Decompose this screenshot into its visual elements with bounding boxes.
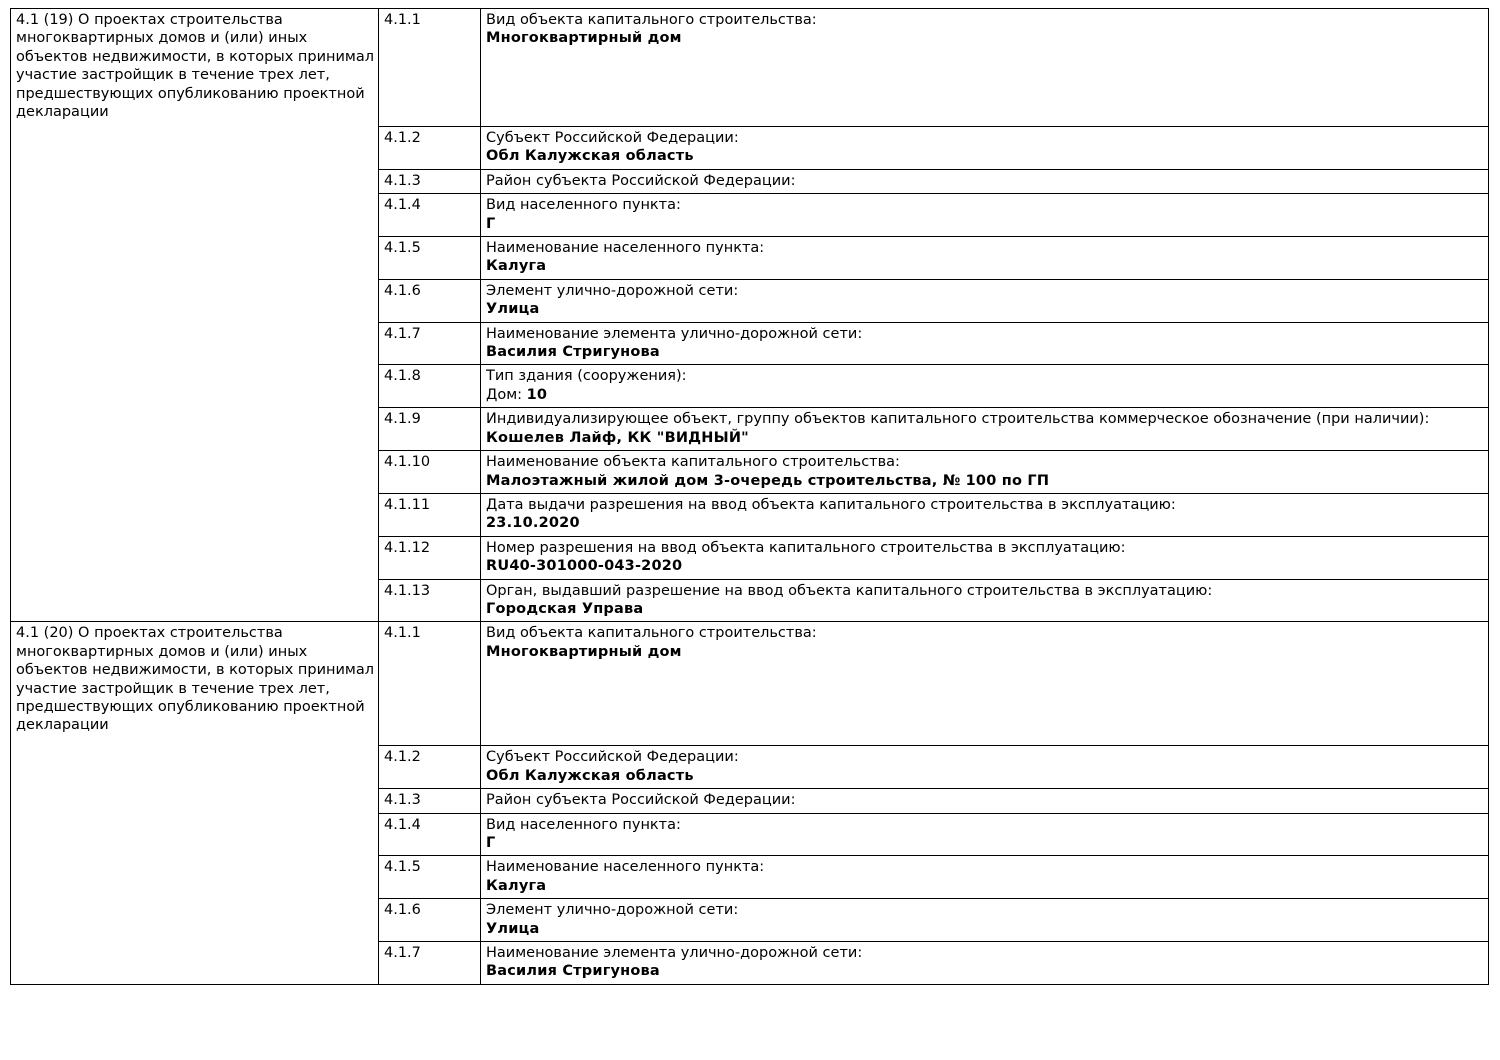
row-content	[481, 127, 1489, 170]
section-header-cell	[11, 9, 379, 622]
row-number: 4.1.5	[379, 856, 481, 899]
row-number: 4.1.2	[379, 746, 481, 789]
row-number: 4.1.8	[379, 365, 481, 408]
field-label: Индивидуализирующее объект, группу объектов капитального строительства коммерческое обозначение (при наличии):	[486, 411, 1430, 428]
field-value: 23.10.2020	[486, 515, 580, 532]
row-content	[481, 813, 1489, 856]
row-content	[481, 237, 1489, 280]
row-content	[481, 365, 1489, 408]
field-label: Вид объекта капитального строительства:	[486, 625, 817, 642]
row-number: 4.1.9	[379, 408, 481, 451]
field-label: Вид населенного пункта:	[486, 197, 681, 214]
row-number: 4.1.11	[379, 493, 481, 536]
row-number: 4.1.13	[379, 579, 481, 622]
field-label: Район субъекта Российской Федерации:	[486, 172, 796, 189]
field-value: Г	[486, 834, 496, 851]
row-content	[481, 169, 1489, 193]
row-number: 4.1.3	[379, 169, 481, 193]
field-label: Элемент улично-дорожной сети:	[486, 282, 739, 299]
row-content	[481, 194, 1489, 237]
row-number: 4.1.1	[379, 622, 481, 746]
field-sublabel: Дом:	[486, 386, 527, 403]
field-label: Наименование элемента улично-дорожной сети:	[486, 945, 863, 961]
row-content	[481, 493, 1489, 536]
row-content	[481, 899, 1489, 942]
row-content	[481, 622, 1489, 746]
field-label: Наименование элемента улично-дорожной сети:	[486, 325, 863, 342]
row-number: 4.1.6	[379, 899, 481, 942]
field-value: Калуга	[486, 258, 547, 275]
table-row	[11, 9, 1489, 127]
field-value: Малоэтажный жилой дом 3-очередь строительства, № 100 по ГП	[486, 472, 1050, 489]
field-subvalue: 10	[526, 386, 548, 403]
row-content	[481, 451, 1489, 494]
row-content	[481, 279, 1489, 322]
row-number: 4.1.3	[379, 789, 481, 813]
row-content	[481, 789, 1489, 813]
field-value: Калуга	[486, 877, 547, 894]
field-value: Обл Калужская область	[486, 767, 694, 784]
field-label: Орган, выдавший разрешение на ввод объекта капитального строительства в эксплуатацию:	[486, 582, 1213, 599]
field-label: Вид населенного пункта:	[486, 816, 681, 833]
field-value: Многоквартирный дом	[486, 30, 682, 47]
row-number: 4.1.12	[379, 536, 481, 579]
row-content	[481, 856, 1489, 899]
row-number: 4.1.2	[379, 127, 481, 170]
section-header-text: 4.1 (19) О проектах строительства многоквартирных домов и (или) иных объектов недвижимости, в которых принимал участие застройщик в течение трех лет, предшествующих опубликованию проектной декларации	[16, 12, 375, 121]
row-content	[481, 536, 1489, 579]
field-label: Субъект Российской Федерации:	[486, 749, 739, 766]
section-header-cell	[11, 622, 379, 984]
row-number: 4.1.4	[379, 813, 481, 856]
field-label: Дата выдачи разрешения на ввод объекта капитального строительства в эксплуатацию:	[486, 496, 1176, 513]
field-value: RU40-301000-043-2020	[486, 558, 683, 575]
row-number: 4.1.10	[379, 451, 481, 494]
field-value: Улица	[486, 920, 540, 937]
field-label: Тип здания (сооружения):	[486, 368, 687, 385]
section-header-text: 4.1 (20) О проектах строительства многоквартирных домов и (или) иных объектов недвижимости, в которых принимал участие застройщик в течение трех лет, предшествующих опубликованию проектной декларации	[16, 625, 375, 734]
field-value: Василия Стригунова	[486, 344, 660, 361]
field-value: Многоквартирный дом	[486, 643, 682, 660]
field-value: Улица	[486, 301, 540, 318]
row-content	[481, 942, 1489, 985]
field-label: Наименование населенного пункта:	[486, 859, 765, 876]
row-content	[481, 408, 1489, 451]
row-content	[481, 322, 1489, 365]
row-content	[481, 579, 1489, 622]
declaration-table	[10, 8, 1489, 985]
table-row	[11, 622, 1489, 746]
field-label: Район субъекта Российской Федерации:	[486, 792, 796, 809]
field-label: Вид объекта капитального строительства:	[486, 12, 817, 28]
field-value: Городская Управа	[486, 600, 644, 617]
field-value: Василия Стригунова	[486, 963, 660, 980]
field-value: Кошелев Лайф, КК "ВИДНЫЙ"	[486, 429, 749, 446]
field-value	[486, 386, 1484, 404]
field-label: Наименование объекта капитального строительства:	[486, 454, 900, 471]
row-content	[481, 746, 1489, 789]
row-number: 4.1.4	[379, 194, 481, 237]
row-content	[481, 9, 1489, 127]
field-value: Г	[486, 215, 496, 232]
row-number: 4.1.6	[379, 279, 481, 322]
field-label: Наименование населенного пункта:	[486, 240, 765, 257]
field-label: Номер разрешения на ввод объекта капитального строительства в эксплуатацию:	[486, 539, 1126, 556]
field-value: Обл Калужская область	[486, 148, 694, 165]
row-number: 4.1.7	[379, 322, 481, 365]
row-number: 4.1.5	[379, 237, 481, 280]
field-label: Элемент улично-дорожной сети:	[486, 902, 739, 919]
row-number: 4.1.1	[379, 9, 481, 127]
field-label: Субъект Российской Федерации:	[486, 130, 739, 146]
row-number: 4.1.7	[379, 942, 481, 985]
